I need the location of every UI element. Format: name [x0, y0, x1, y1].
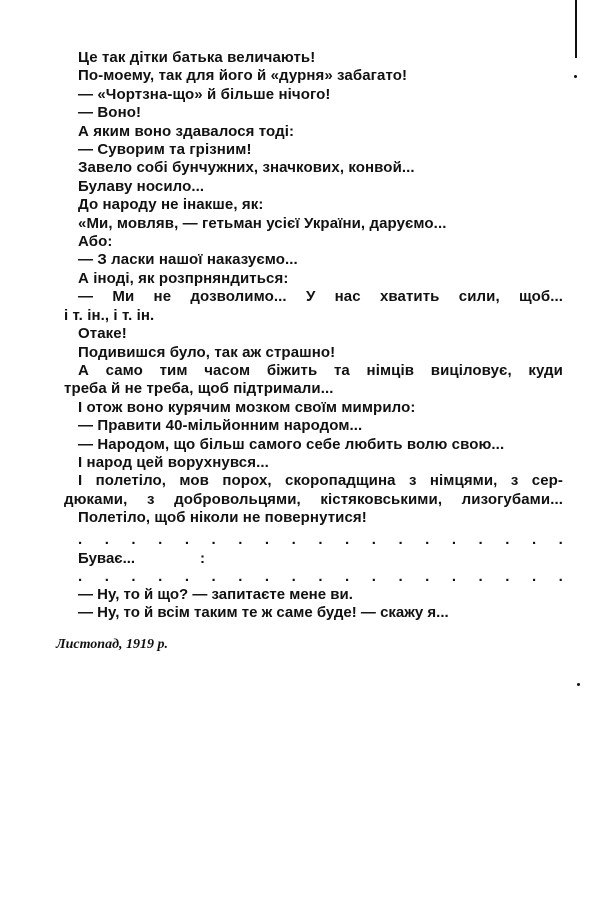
- separator-dot: .: [184, 531, 189, 548]
- text-line: — Воно!: [78, 104, 142, 122]
- separator-dot: .: [291, 568, 296, 585]
- text-line: По-моему, так для його й «дурня» забагато!: [78, 67, 408, 85]
- break-colon: :: [200, 550, 205, 567]
- separator-dot: .: [238, 531, 243, 548]
- separator-dot: .: [318, 568, 323, 585]
- text-line: — Ну, то й що? — запитаєте мене ви.: [78, 586, 353, 603]
- text-line: Отаке!: [78, 325, 127, 343]
- separator-dot: .: [264, 568, 270, 585]
- separator-dot: .: [451, 531, 457, 548]
- text-line: «Ми, мовляв, — гетьман усієї України, даруємо...: [78, 214, 447, 232]
- text-line: — Ну, то й всім таким те ж саме буде! — скажу я...: [78, 604, 449, 622]
- break-label: Буває...: [78, 550, 136, 567]
- separator-dot: .: [345, 531, 350, 548]
- separator-dot: .: [425, 531, 430, 548]
- dot-separator: [78, 531, 563, 549]
- separator-dot: .: [478, 531, 483, 548]
- separator-dot: .: [184, 568, 189, 585]
- text-line: І народ цей ворухнувся...: [78, 453, 269, 471]
- text-line: Полетіло, щоб ніколи не повернутися!: [78, 509, 367, 527]
- print-speck: [574, 75, 577, 78]
- text-line: Завело собі бунчужних, значкових, конвой...: [78, 159, 415, 177]
- separator-dot: .: [238, 568, 243, 585]
- print-speck: [577, 683, 580, 686]
- separator-dot: .: [158, 531, 163, 548]
- text-line: Подивишся було, так аж страшно!: [78, 343, 336, 361]
- text-line: і т. ін., і т. ін.: [64, 306, 155, 324]
- separator-dot: .: [104, 531, 109, 548]
- text-line: А само тим часом біжить та німців виціловує, куди: [78, 361, 563, 379]
- text-line: Булаву носило...: [78, 177, 205, 195]
- text-line: А яким воно здавалося тоді:: [78, 122, 295, 140]
- separator-dot: .: [131, 531, 136, 548]
- separator-dot: .: [451, 568, 457, 585]
- text-line: — З ласки нашої наказуємо...: [78, 251, 298, 269]
- separator-dot: .: [398, 568, 403, 585]
- separator-dot: .: [131, 568, 136, 585]
- text-line: А іноді, як розпрняндиться:: [78, 269, 289, 287]
- separator-dot: .: [425, 568, 430, 585]
- separator-dot: .: [318, 531, 323, 548]
- closing-dialogue: [78, 586, 563, 623]
- separator-dot: .: [505, 568, 510, 585]
- separator-dot: .: [558, 568, 563, 585]
- text-line: І отож воно курячим мозком своїм мимрило:: [78, 398, 416, 416]
- separator-dot: .: [264, 531, 270, 548]
- separator-dot: .: [78, 531, 83, 548]
- separator-dot: .: [158, 568, 163, 585]
- separator-dot: .: [558, 531, 563, 548]
- separator-dot: .: [505, 531, 510, 548]
- text-line: треба й не треба, щоб підтримали...: [64, 380, 334, 398]
- separator-dot: .: [531, 568, 537, 585]
- separator-dot: .: [211, 531, 216, 548]
- text-line: — Народом, що більш самого себе любить волю свою...: [78, 435, 505, 453]
- text-line: Або:: [78, 233, 113, 251]
- text-line: — «Чортзна-що» й більше нічого!: [78, 85, 331, 103]
- separator-dot: .: [291, 531, 296, 548]
- page-edge-mark: [575, 0, 577, 58]
- separator-dot: .: [211, 568, 216, 585]
- separator-dot: .: [78, 568, 83, 585]
- separator-dot: .: [398, 531, 403, 548]
- text-line: — Суворим та грізним!: [78, 141, 252, 159]
- separator-dot: .: [104, 568, 109, 585]
- separator-dot: .: [478, 568, 483, 585]
- separator-dot: .: [371, 568, 376, 585]
- text-line: дюками, з добровольцями, кістяковськими, лизогубами...: [64, 490, 563, 508]
- separator-dot: .: [531, 531, 537, 548]
- separator-dot: .: [371, 531, 376, 548]
- text-line: — Ми не дозволимо... У нас хватить сили, щоб...: [78, 288, 563, 306]
- text-line: — Правити 40-мільйонним народом...: [78, 417, 363, 435]
- text-line: До народу не інакше, як:: [78, 196, 264, 214]
- main-text: [64, 49, 563, 528]
- separator-dot: .: [345, 568, 350, 585]
- dot-separator: [78, 568, 563, 586]
- text-line: І полетіло, мов порох, скоропадщина з німцями, з сер-: [78, 472, 563, 490]
- date-signature: Листопад, 1919 р.: [56, 637, 169, 652]
- text-line: Це так дітки батька величають!: [78, 49, 316, 66]
